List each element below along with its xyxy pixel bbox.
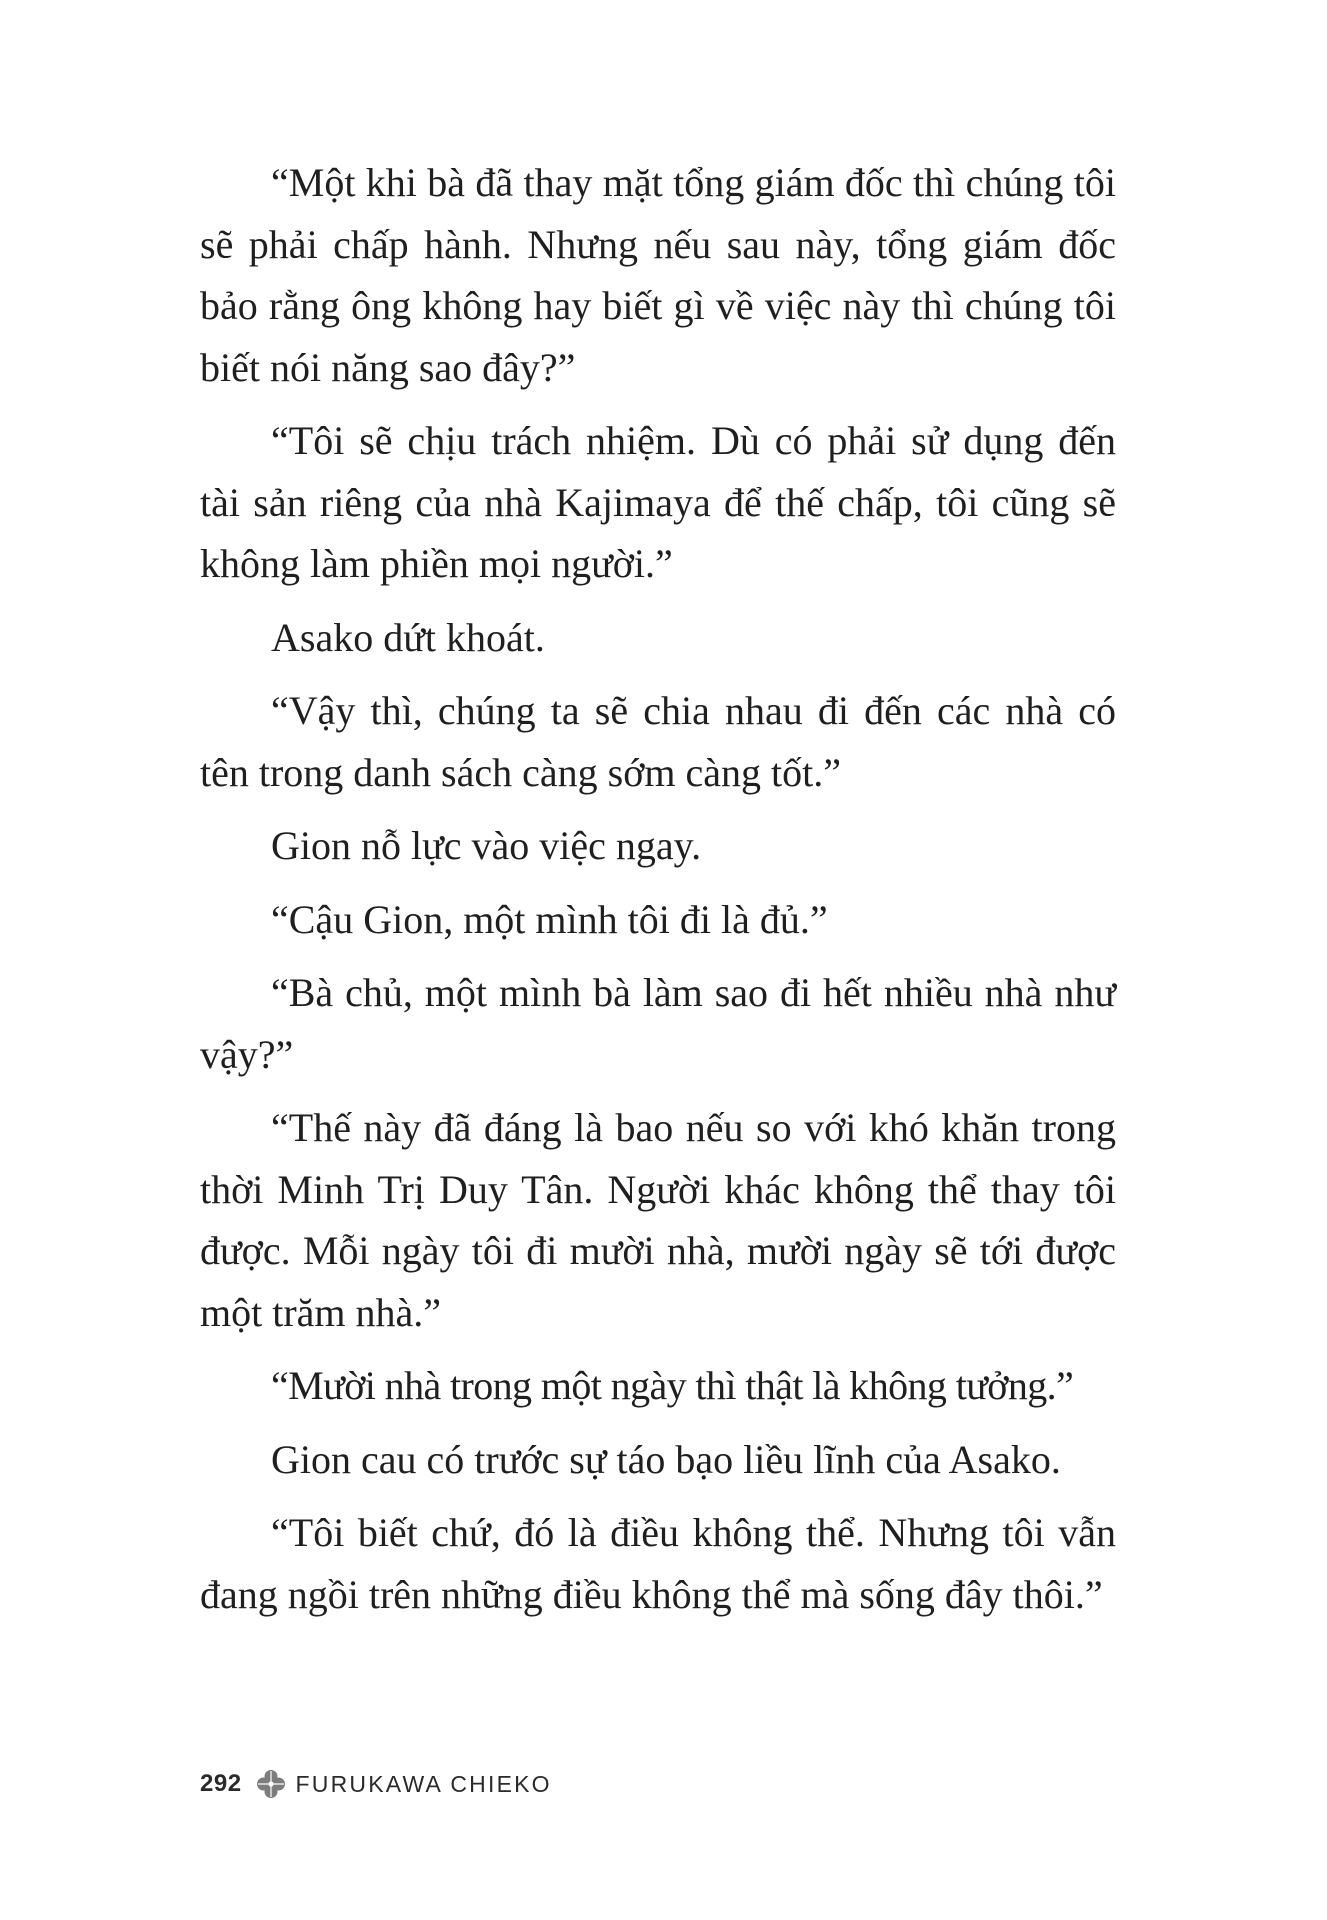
paragraph: Asako dứt khoát. [271, 614, 545, 660]
page-body [200, 152, 1116, 1637]
paragraph: “Bà chủ, một mình bà làm sao đi hết nhiều nhà như vậy?” [200, 970, 1116, 1077]
paragraph: Gion nỗ lực vào việc ngay. [271, 823, 702, 868]
clover-icon [254, 1767, 288, 1801]
paragraph: “Tôi biết chứ, đó là điều không thể. Nhưng tôi vẫn đang ngồi trên những điều không thể mà sống đây thôi.” [200, 1510, 1116, 1617]
paragraph: Gion cau có trước sự táo bạo liều lĩnh của Asako. [271, 1436, 1061, 1482]
paragraph: “Tôi sẽ chịu trách nhiệm. Dù có phải sử dụng đến tài sản riêng của nhà Kajimaya để thế chấp, tôi cũng sẽ không làm phiền mọi người.” [200, 418, 1116, 586]
paragraph: “Thế này đã đáng là bao nếu so với khó khăn trong thời Minh Trị Duy Tân. Người khác không thể thay tôi được. Mỗi ngày tôi đi mười nhà, mười ngày sẽ tới được một trăm nhà.” [200, 1105, 1116, 1335]
author-name: FURUKAWA CHIEKO [295, 1770, 552, 1797]
paragraph: “Cậu Gion, một mình tôi đi là đủ.” [271, 896, 828, 942]
paragraph: “Vậy thì, chúng ta sẽ chia nhau đi đến các nhà có tên trong danh sách càng sớm càng tốt.” [200, 688, 1116, 795]
paragraph: “Mười nhà trong một ngày thì thật là không tưởng.” [271, 1363, 1074, 1408]
page-number: 292 [200, 1770, 242, 1797]
page-footer [200, 1766, 552, 1802]
paragraph: “Một khi bà đã thay mặt tổng giám đốc thì chúng tôi sẽ phải chấp hành. Nhưng nếu sau này, tổng giám đốc bảo rằng ông không hay biết gì về việc này thì chúng tôi biết nói năng sao đây?” [200, 160, 1116, 390]
